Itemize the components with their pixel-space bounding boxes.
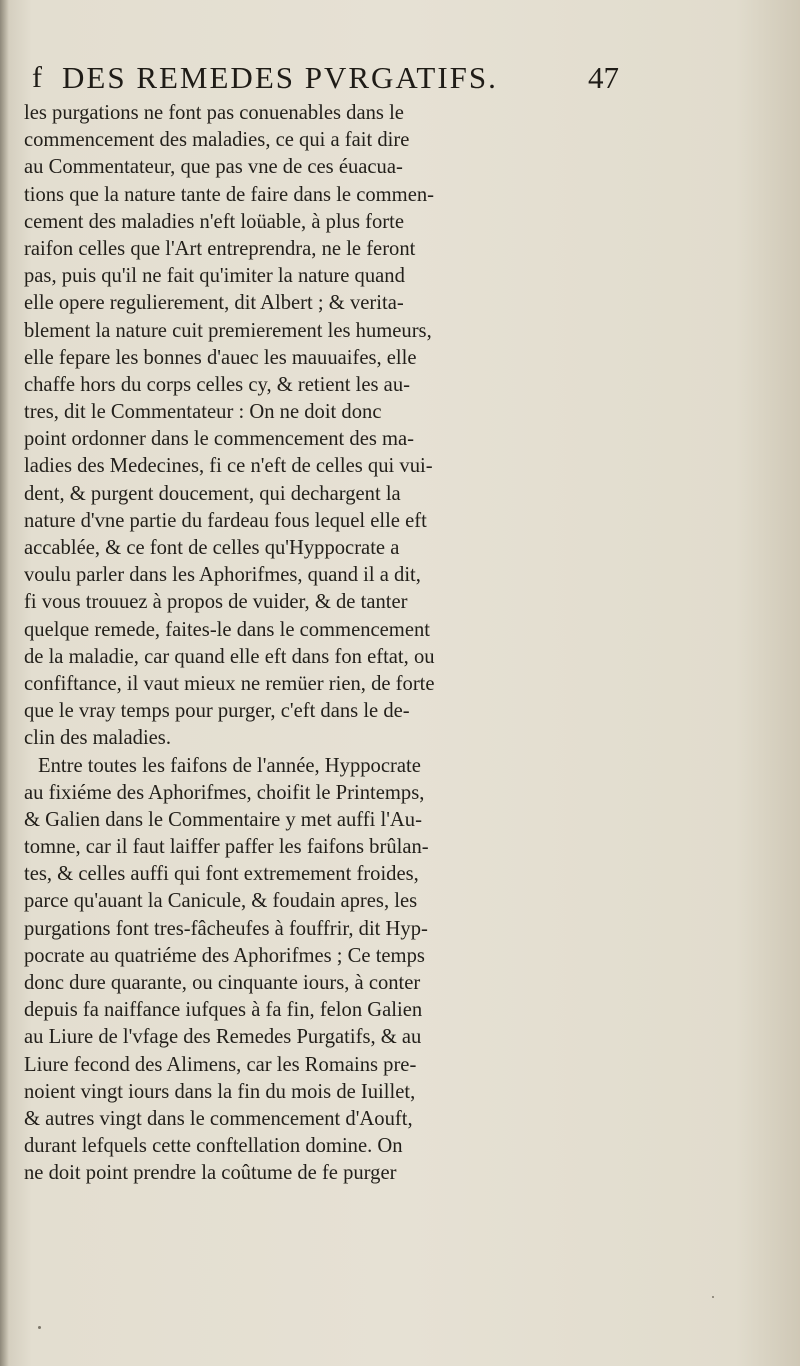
text-line: parce qu'auant la Canicule, & foudain apres, les — [24, 890, 418, 913]
text-line: cement des maladies n'eft loüable, à plus forte — [24, 210, 404, 233]
text-line: raifon celles que l'Art entreprendra, ne le feront — [24, 237, 416, 260]
body-text — [24, 100, 624, 1188]
text-line: fi vous trouuez à propos de vuider, & de tanter — [24, 591, 408, 614]
text-line: au Commentateur, que pas vne de ces éuacua- — [24, 156, 403, 179]
text-line: accablée, & ce font de celles qu'Hyppocrate a — [24, 537, 400, 559]
text-line: elle opere regulierement, dit Albert ; & verita- — [24, 292, 404, 315]
text-line: tres, dit le Commentateur : On ne doit donc — [24, 401, 382, 424]
running-header — [26, 58, 626, 98]
text-line: Liure fecond des Alimens, car les Romains pre- — [24, 1053, 417, 1076]
paper-speck — [38, 1326, 41, 1329]
text-line: tes, & celles auffi qui font extremement froides, — [24, 863, 419, 886]
text-line: tomne, car il faut laiffer paffer les faifons brûlan- — [24, 836, 429, 859]
text-line: point ordonner dans le commencement des ma- — [24, 428, 415, 451]
text-line: au Liure de l'vfage des Remedes Purgatifs, & au — [24, 1026, 422, 1049]
text-line: pas, puis qu'il ne fait qu'imiter la nature quand — [24, 265, 405, 288]
text-line: & autres vingt dans le commencement d'Aouft, — [24, 1107, 413, 1130]
header-mark: f — [32, 61, 42, 94]
page-gutter-shadow — [0, 0, 9, 1366]
text-line: dent, & purgent doucement, qui dechargent la — [24, 482, 401, 505]
text-line: blement la nature cuit premierement les humeurs, — [24, 319, 432, 342]
paper-speck — [712, 1296, 714, 1298]
text-line: donc dure quarante, ou cinquante iours, à conter — [24, 972, 421, 994]
text-line: commencement des maladies, ce qui a fait dire — [24, 129, 410, 152]
page-number: 47 — [588, 60, 619, 95]
text-line: confiftance, il vaut mieux ne remüer rien, de forte — [24, 672, 435, 695]
text-line: ladies des Medecines, fi ce n'eft de celles qui vui- — [24, 455, 433, 478]
text-line: Entre toutes les faifons de l'année, Hyppocrate — [38, 754, 421, 777]
text-line: les purgations ne font pas conuenables dans le — [24, 102, 404, 124]
text-line: voulu parler dans les Aphorifmes, quand il a dit, — [24, 564, 421, 587]
text-line: depuis fa naiffance iufques à fa fin, felon Galien — [24, 999, 423, 1022]
text-line: elle fepare les bonnes d'auec les mauuaifes, elle — [24, 346, 417, 369]
text-line: purgations font tres-fâcheufes à fouffrir, dit Hyp- — [24, 917, 428, 940]
running-title: DES REMEDES PVRGATIFS. — [62, 60, 498, 95]
text-line: noient vingt iours dans la fin du mois de Iuillet, — [24, 1080, 416, 1103]
text-line: clin des maladies. — [24, 727, 171, 750]
text-line: de la maladie, car quand elle eft dans fon eftat, ou — [24, 645, 435, 668]
text-line: quelque remede, faites-le dans le commencement — [24, 618, 430, 641]
text-line: ne doit point prendre la coûtume de fe purger — [24, 1162, 397, 1185]
text-line: durant lefquels cette conftellation domine. On — [24, 1135, 403, 1158]
text-line: & Galien dans le Commentaire y met auffi l'Au- — [24, 808, 422, 831]
text-line: chaffe hors du corps celles cy, & retient les au- — [24, 373, 410, 396]
text-line: au fixiéme des Aphorifmes, choifit le Printemps, — [24, 781, 425, 804]
text-line: que le vray temps pour purger, c'eft dans le de- — [24, 700, 410, 723]
text-line: nature d'vne partie du fardeau fous lequel elle eft — [24, 509, 427, 532]
text-line: tions que la nature tante de faire dans le commen- — [24, 183, 434, 206]
text-line: pocrate au quatriéme des Aphorifmes ; Ce temps — [24, 944, 425, 967]
